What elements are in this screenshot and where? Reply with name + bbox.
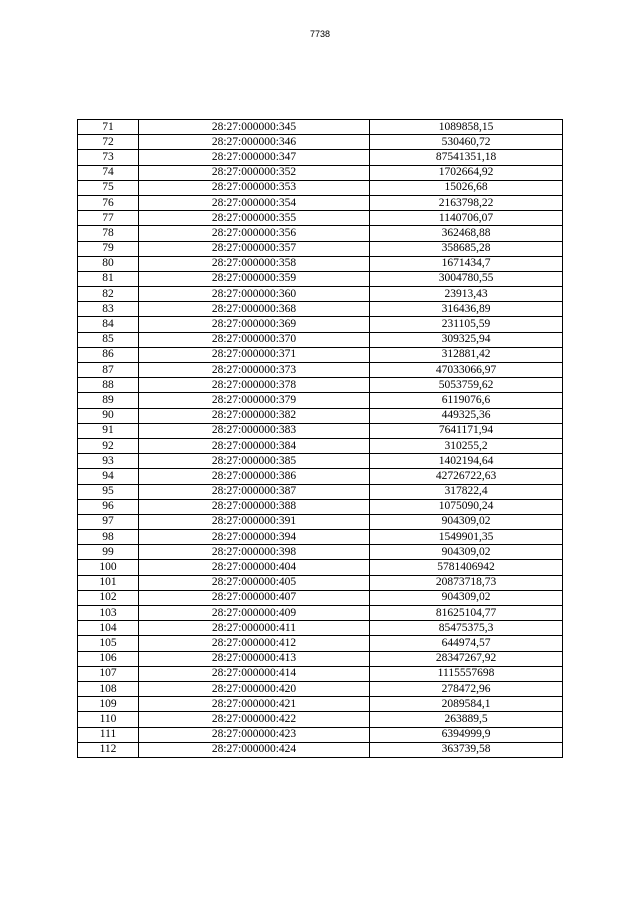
table-row [78, 150, 563, 165]
value-cell: 47033066,97 [370, 363, 563, 378]
row-number-cell: 81 [78, 271, 139, 286]
table-row [78, 636, 563, 651]
cadastral-number-cell: 28:27:000000:346 [139, 135, 370, 150]
value-cell: 7641171,94 [370, 423, 563, 438]
page-number: 7738 [309, 29, 331, 39]
cadastral-number-cell: 28:27:000000:413 [139, 651, 370, 666]
table-row [78, 545, 563, 560]
value-cell: 231105,59 [370, 317, 563, 332]
row-number-cell: 108 [78, 681, 139, 696]
table-row [78, 697, 563, 712]
row-number-cell: 98 [78, 530, 139, 545]
table-row [78, 347, 563, 362]
table-row [78, 514, 563, 529]
value-cell: 530460,72 [370, 135, 563, 150]
value-cell: 312881,42 [370, 347, 563, 362]
table-row [78, 120, 563, 135]
row-number-cell: 110 [78, 712, 139, 727]
table-row [78, 135, 563, 150]
table-row [78, 484, 563, 499]
cadastral-number-cell: 28:27:000000:378 [139, 378, 370, 393]
table-row [78, 590, 563, 605]
value-cell: 310255,2 [370, 438, 563, 453]
table-row [78, 727, 563, 742]
cadastral-number-cell: 28:27:000000:353 [139, 180, 370, 195]
table-row [78, 438, 563, 453]
value-cell: 278472,96 [370, 681, 563, 696]
table-row [78, 241, 563, 256]
row-number-cell: 97 [78, 514, 139, 529]
row-number-cell: 99 [78, 545, 139, 560]
table-row [78, 606, 563, 621]
value-cell: 309325,94 [370, 332, 563, 347]
cadastral-number-cell: 28:27:000000:373 [139, 363, 370, 378]
value-cell: 6119076,6 [370, 393, 563, 408]
value-cell: 1702664,92 [370, 165, 563, 180]
cadastral-number-cell: 28:27:000000:414 [139, 666, 370, 681]
row-number-cell: 101 [78, 575, 139, 590]
value-cell: 1402194,64 [370, 454, 563, 469]
cadastral-number-cell: 28:27:000000:371 [139, 347, 370, 362]
value-cell: 1089858,15 [370, 120, 563, 135]
value-cell: 28347267,92 [370, 651, 563, 666]
value-cell: 1075090,24 [370, 499, 563, 514]
row-number-cell: 104 [78, 621, 139, 636]
row-number-cell: 91 [78, 423, 139, 438]
value-cell: 316436,89 [370, 302, 563, 317]
table-row [78, 681, 563, 696]
cadastral-number-cell: 28:27:000000:370 [139, 332, 370, 347]
value-cell: 363739,58 [370, 742, 563, 757]
table-row [78, 363, 563, 378]
value-cell: 87541351,18 [370, 150, 563, 165]
table-row [78, 378, 563, 393]
table-row [78, 651, 563, 666]
cadastral-number-cell: 28:27:000000:422 [139, 712, 370, 727]
value-cell: 81625104,77 [370, 606, 563, 621]
table-row [78, 195, 563, 210]
table-row [78, 211, 563, 226]
cadastral-number-cell: 28:27:000000:352 [139, 165, 370, 180]
row-number-cell: 84 [78, 317, 139, 332]
cadastral-number-cell: 28:27:000000:345 [139, 120, 370, 135]
row-number-cell: 109 [78, 697, 139, 712]
cadastral-number-cell: 28:27:000000:354 [139, 195, 370, 210]
cadastral-number-cell: 28:27:000000:409 [139, 606, 370, 621]
row-number-cell: 111 [78, 727, 139, 742]
row-number-cell: 90 [78, 408, 139, 423]
cadastral-number-cell: 28:27:000000:382 [139, 408, 370, 423]
value-cell: 5053759,62 [370, 378, 563, 393]
value-cell: 15026,68 [370, 180, 563, 195]
value-cell: 1549901,35 [370, 530, 563, 545]
table-row [78, 317, 563, 332]
cadastral-number-cell: 28:27:000000:420 [139, 681, 370, 696]
cadastral-value-table [77, 119, 563, 758]
table-row [78, 393, 563, 408]
table-row [78, 226, 563, 241]
table-row [78, 469, 563, 484]
cadastral-number-cell: 28:27:000000:357 [139, 241, 370, 256]
cadastral-number-cell: 28:27:000000:347 [139, 150, 370, 165]
row-number-cell: 95 [78, 484, 139, 499]
row-number-cell: 72 [78, 135, 139, 150]
value-cell: 449325,36 [370, 408, 563, 423]
value-cell: 358685,28 [370, 241, 563, 256]
value-cell: 362468,88 [370, 226, 563, 241]
table-body [78, 120, 563, 758]
row-number-cell: 74 [78, 165, 139, 180]
cadastral-number-cell: 28:27:000000:360 [139, 287, 370, 302]
cadastral-number-cell: 28:27:000000:358 [139, 256, 370, 271]
cadastral-number-cell: 28:27:000000:379 [139, 393, 370, 408]
value-cell: 317822,4 [370, 484, 563, 499]
table-row [78, 256, 563, 271]
row-number-cell: 93 [78, 454, 139, 469]
row-number-cell: 80 [78, 256, 139, 271]
table-row [78, 423, 563, 438]
value-cell: 904309,02 [370, 545, 563, 560]
value-cell: 23913,43 [370, 287, 563, 302]
cadastral-number-cell: 28:27:000000:386 [139, 469, 370, 484]
cadastral-number-cell: 28:27:000000:405 [139, 575, 370, 590]
value-cell: 1671434,7 [370, 256, 563, 271]
value-cell: 2089584,1 [370, 697, 563, 712]
row-number-cell: 77 [78, 211, 139, 226]
row-number-cell: 87 [78, 363, 139, 378]
cadastral-number-cell: 28:27:000000:398 [139, 545, 370, 560]
table-row [78, 560, 563, 575]
cadastral-number-cell: 28:27:000000:356 [139, 226, 370, 241]
cadastral-number-cell: 28:27:000000:368 [139, 302, 370, 317]
value-cell: 644974,57 [370, 636, 563, 651]
cadastral-number-cell: 28:27:000000:388 [139, 499, 370, 514]
table-row [78, 302, 563, 317]
cadastral-number-cell: 28:27:000000:404 [139, 560, 370, 575]
row-number-cell: 82 [78, 287, 139, 302]
cadastral-number-cell: 28:27:000000:424 [139, 742, 370, 757]
cadastral-number-cell: 28:27:000000:387 [139, 484, 370, 499]
table-row [78, 180, 563, 195]
row-number-cell: 78 [78, 226, 139, 241]
row-number-cell: 79 [78, 241, 139, 256]
value-cell: 2163798,22 [370, 195, 563, 210]
value-cell: 904309,02 [370, 514, 563, 529]
row-number-cell: 102 [78, 590, 139, 605]
cadastral-number-cell: 28:27:000000:407 [139, 590, 370, 605]
value-cell: 263889,5 [370, 712, 563, 727]
value-cell: 904309,02 [370, 590, 563, 605]
cadastral-number-cell: 28:27:000000:391 [139, 514, 370, 529]
table-row [78, 408, 563, 423]
table-row [78, 742, 563, 757]
row-number-cell: 71 [78, 120, 139, 135]
value-cell: 20873718,73 [370, 575, 563, 590]
cadastral-number-cell: 28:27:000000:359 [139, 271, 370, 286]
value-cell: 6394999,9 [370, 727, 563, 742]
cadastral-number-cell: 28:27:000000:384 [139, 438, 370, 453]
cadastral-number-cell: 28:27:000000:412 [139, 636, 370, 651]
table-row [78, 530, 563, 545]
table-row [78, 575, 563, 590]
table-row [78, 287, 563, 302]
row-number-cell: 94 [78, 469, 139, 484]
row-number-cell: 107 [78, 666, 139, 681]
table-row [78, 271, 563, 286]
row-number-cell: 103 [78, 606, 139, 621]
table-row [78, 666, 563, 681]
row-number-cell: 73 [78, 150, 139, 165]
row-number-cell: 105 [78, 636, 139, 651]
value-cell: 3004780,55 [370, 271, 563, 286]
cadastral-number-cell: 28:27:000000:383 [139, 423, 370, 438]
table-row [78, 165, 563, 180]
cadastral-number-cell: 28:27:000000:385 [139, 454, 370, 469]
row-number-cell: 92 [78, 438, 139, 453]
cadastral-number-cell: 28:27:000000:355 [139, 211, 370, 226]
cadastral-number-cell: 28:27:000000:369 [139, 317, 370, 332]
value-cell: 1115557698 [370, 666, 563, 681]
cadastral-number-cell: 28:27:000000:394 [139, 530, 370, 545]
cadastral-number-cell: 28:27:000000:421 [139, 697, 370, 712]
row-number-cell: 88 [78, 378, 139, 393]
table-row [78, 712, 563, 727]
row-number-cell: 86 [78, 347, 139, 362]
row-number-cell: 76 [78, 195, 139, 210]
row-number-cell: 85 [78, 332, 139, 347]
table-row [78, 621, 563, 636]
table-row [78, 454, 563, 469]
row-number-cell: 112 [78, 742, 139, 757]
row-number-cell: 100 [78, 560, 139, 575]
value-cell: 5781406942 [370, 560, 563, 575]
row-number-cell: 96 [78, 499, 139, 514]
value-cell: 1140706,07 [370, 211, 563, 226]
row-number-cell: 89 [78, 393, 139, 408]
row-number-cell: 83 [78, 302, 139, 317]
row-number-cell: 75 [78, 180, 139, 195]
cadastral-number-cell: 28:27:000000:411 [139, 621, 370, 636]
cadastral-number-cell: 28:27:000000:423 [139, 727, 370, 742]
table-row [78, 332, 563, 347]
table-row [78, 499, 563, 514]
value-cell: 85475375,3 [370, 621, 563, 636]
value-cell: 42726722,63 [370, 469, 563, 484]
row-number-cell: 106 [78, 651, 139, 666]
